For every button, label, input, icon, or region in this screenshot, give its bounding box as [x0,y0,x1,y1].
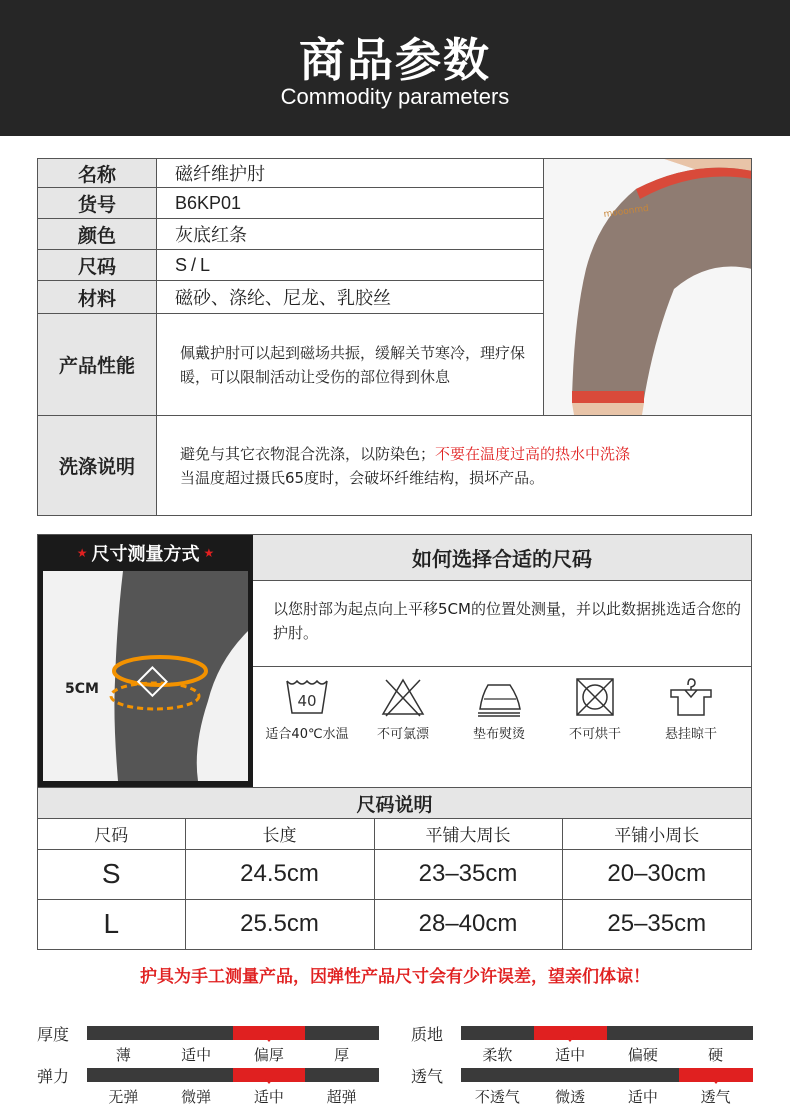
scale-name: 透气 [411,1067,444,1086]
scale-option-label: 柔软 [482,1046,513,1064]
no-bleach-icon [380,677,426,717]
scale-segment [87,1026,160,1040]
measure-method-panel [38,535,253,787]
page-subtitle: Commodity parameters [280,84,510,109]
size-cell: S [38,849,185,899]
scale-option-label: 适中 [627,1088,658,1106]
page-header [0,0,790,136]
no-tumble-dry-icon [572,677,618,717]
how-to-choose-title: 如何选择合适的尺码 [253,535,751,581]
scale-option-label: 不透气 [474,1088,520,1106]
selected-marker-icon [264,1036,274,1042]
scale-name: 厚度 [37,1025,70,1044]
scale-texture [411,1022,756,1066]
measure-illustration [43,571,248,781]
wash-temp: 40 [297,692,317,710]
spec-value: 灰底红条 [175,225,247,246]
measurement-section [37,534,752,950]
measure-method-label: 尺寸测量方式 [91,543,200,565]
column-header: 尺码 [38,819,185,849]
table-row [38,899,751,949]
spec-value: B6KP01 [175,192,242,213]
scale-option-label: 无弹 [108,1088,139,1106]
star-icon: ★ [203,545,215,560]
care-caption: 悬挂晾干 [664,727,717,742]
care-item [645,677,737,742]
small-circ-cell: 25–35cm [562,899,751,949]
spec-row-color [38,219,543,250]
large-circ-cell: 28–40cm [374,899,562,949]
scale-segment [679,1026,752,1040]
product-image [543,159,751,415]
star-icon: ★ [76,545,88,560]
small-circ-cell: 20–30cm [562,849,751,899]
scale-thickness [37,1022,382,1066]
scale-breathability [411,1064,756,1108]
arm-measure-illustration [43,571,248,781]
large-circ-cell: 23–35cm [374,849,562,899]
spec-row-wash [38,415,751,515]
wash-text-b: 当温度超过摄氏65度时，会破坏纤维结构，损坏产品。 [180,468,545,487]
scale-segment [461,1068,534,1082]
wash-40-icon [284,677,330,717]
scale-name: 质地 [411,1025,444,1044]
scale-segment [305,1026,378,1040]
care-caption: 不可氯漂 [376,727,429,742]
svg-text:mooonmd: mooonmd [603,203,650,220]
spec-label: 名称 [38,159,157,187]
care-caption: 垫布熨烫 [472,727,525,742]
scale-option-label: 薄 [115,1046,131,1064]
selected-marker-icon [711,1078,721,1084]
table-header-row [38,819,751,849]
spec-row-sku [38,188,543,219]
how-to-choose-text: 以您肘部为起点向上平移5CM的位置处测量，并以此数据挑选适合您的护肘。 [273,600,741,642]
column-header: 平铺大周长 [374,819,562,849]
size-cell: L [38,899,185,949]
scale-bar [87,1026,378,1040]
scale-option-label: 微弹 [181,1088,212,1106]
selected-marker-icon [565,1036,575,1042]
scale-option-label: 适中 [555,1046,586,1064]
scale-bar [87,1068,378,1082]
scale-bar [461,1026,752,1040]
spec-table [37,158,752,516]
scale-option-label: 适中 [253,1088,284,1106]
measure-method-title [38,535,253,570]
spec-value: 磁砂、涤纶、尼龙、乳胶丝 [175,288,391,309]
scale-option-label: 透气 [700,1088,731,1106]
size-table [38,819,751,949]
care-icons-row [253,666,751,787]
spec-value: 磁纤维护肘 [175,164,265,185]
care-caption: 适合40℃水温 [265,727,349,742]
scale-option-label: 超弹 [326,1088,357,1106]
wash-text [180,416,751,515]
column-header: 长度 [185,819,374,849]
scale-option-label: 偏硬 [627,1046,658,1064]
spec-row-material [38,281,543,314]
wash-text-a: 避免与其它衣物混合洗涤，以防染色； [180,444,436,463]
wash-text-warning: 不要在温度过高的热水中洗涤 [435,444,631,463]
spec-value: S/L [175,254,215,275]
spec-row-performance [38,314,543,415]
spec-label: 尺码 [38,250,157,280]
scale-option-label: 偏厚 [253,1046,284,1064]
care-item [261,677,353,742]
spec-label: 材料 [38,281,157,313]
scale-segment [87,1068,160,1082]
page-title: 商品参数 [299,33,491,87]
scale-option-label: 微透 [555,1088,586,1106]
measurement-notice: 护具为手工测量产品，因弹性产品尺寸会有少许误差，望亲们体谅！ [140,967,650,987]
scale-segment [534,1068,607,1082]
table-row [38,849,751,899]
spec-label: 洗涤说明 [38,416,157,515]
length-cell: 25.5cm [185,899,374,949]
size-chart-title: 尺码说明 [38,787,751,819]
scale-elasticity [37,1064,382,1108]
selected-marker-icon [264,1078,274,1084]
scale-name: 弹力 [37,1067,70,1086]
scale-bar [461,1068,752,1082]
scale-segment [461,1026,534,1040]
care-item [357,677,449,742]
spec-label: 货号 [38,188,157,218]
care-item [453,677,545,742]
elbow-sleeve-illustration [544,159,751,415]
scale-segment [607,1068,680,1082]
column-header: 平铺小周长 [562,819,751,849]
scale-segment [607,1026,680,1040]
hang-dry-icon [668,677,714,717]
scale-segment [305,1068,378,1082]
care-caption: 不可烘干 [568,727,621,742]
length-cell: 24.5cm [185,849,374,899]
care-item [549,677,641,742]
iron-with-cloth-icon [476,677,522,717]
spec-row-name [38,159,543,188]
cm-label: 5CM [65,681,99,697]
spec-label: 产品性能 [38,314,157,415]
scale-option-label: 适中 [181,1046,212,1064]
scale-segment [160,1026,233,1040]
spec-label: 颜色 [38,219,157,249]
scale-option-label: 硬 [708,1046,724,1064]
scale-segment [160,1068,233,1082]
spec-value: 佩戴护肘可以起到磁场共振，缓解关节寒冷，理疗保暖，可以限制活动让受伤的部位得到休息 [180,343,526,386]
scale-option-label: 厚 [334,1046,350,1064]
spec-row-size [38,250,543,281]
